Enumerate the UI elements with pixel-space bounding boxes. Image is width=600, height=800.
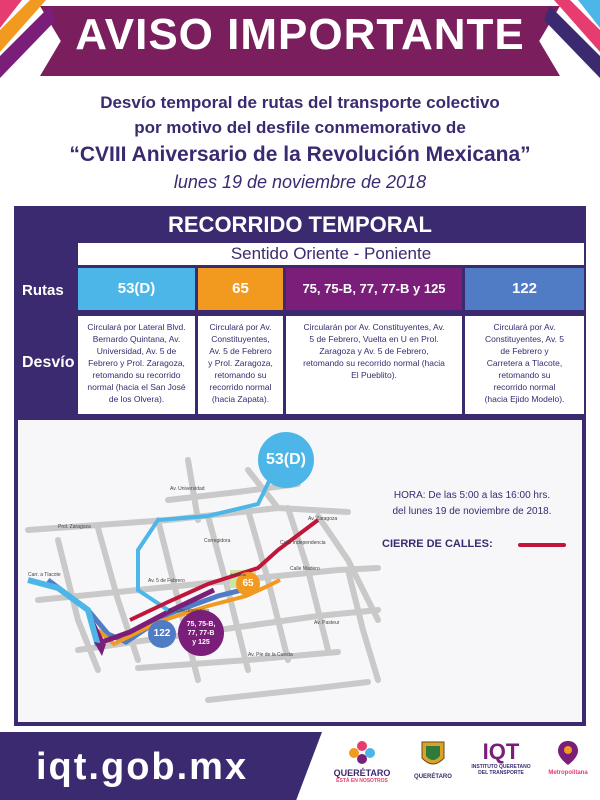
map-badge-65: 65 <box>236 572 260 596</box>
detour-text-line: de Febrero y <box>500 346 549 356</box>
detour-map <box>18 420 582 722</box>
map-badge-75-group <box>178 610 224 656</box>
street-label: Prol. Zaragoza <box>58 524 91 530</box>
detour-text-line: Zaragoza y Av. 5 de Febrero, <box>319 346 429 356</box>
street-label: Corregidora <box>204 538 231 544</box>
route-65-detour <box>198 316 283 414</box>
street-label: Calle Madero <box>290 566 320 572</box>
detour-text-line: (hacia Zapata). <box>211 394 270 404</box>
iqt-logo <box>466 740 536 776</box>
badge-line: 77, 77-B <box>187 630 215 637</box>
detour-text-line: (hacia Ejido Modelo). <box>484 394 565 404</box>
detour-text-line: recorrido normal <box>493 382 556 392</box>
subtitle-line-1: Desvío temporal de rutas del transporte colectivo <box>100 93 500 112</box>
route-122-header: 122 <box>465 268 584 310</box>
route-75-group-header: 75, 75-B, 77, 77-B y 125 <box>286 268 462 310</box>
event-date: lunes 19 de noviembre de 2018 <box>173 172 427 192</box>
logo-text: Metropolitana <box>548 770 588 776</box>
route-53d-detour <box>78 316 195 414</box>
routes-row-label: Rutas <box>22 282 64 299</box>
detour-text-line: Febrero y Prol. Zaragoza, <box>88 358 185 368</box>
detour-text-line: retomando su recorrido normal (hacia <box>303 358 445 368</box>
badge-line: y 125 <box>192 639 210 646</box>
closure-legend-line <box>518 543 566 547</box>
subtitle-line-2: por motivo del desfile conmemorativo de <box>134 118 466 137</box>
map-badge-122: 122 <box>148 620 176 648</box>
detour-text-line: Circulará por Av. <box>493 322 556 332</box>
street-label: Calle Independencia <box>280 540 326 546</box>
detour-text-line: El Pueblito). <box>351 370 397 380</box>
street-label: Av. Universidad <box>170 486 205 492</box>
logo-text: INSTITUTO QUERETANO <box>471 764 531 770</box>
queretaro-flower-icon <box>347 740 377 764</box>
detour-text-line: Constituyentes, Av. 5 <box>484 334 565 344</box>
schedule-line: HORA: De las 5:00 a las 16:00 hrs. <box>393 490 551 501</box>
detour-text-line: Universidad, Av. 5 de <box>96 346 177 356</box>
street-label: Alameda <box>230 572 246 577</box>
detour-text-line: retomando su <box>214 370 267 380</box>
detour-row-label: Desvío <box>22 354 75 371</box>
badge-line: 75, 75-B, <box>186 621 216 628</box>
page-title: AVISO IMPORTANTE <box>75 10 525 59</box>
municipio-logo <box>406 740 460 780</box>
street-label: Carr. a Tlacote <box>28 572 61 578</box>
detour-text-line: Bernardo Quintana, Av. <box>92 334 181 344</box>
event-name: “CVIII Aniversario de la Revolución Mexicana” <box>69 143 531 166</box>
detour-text-line: Constituyentes, <box>211 334 270 344</box>
route-75-group-detour <box>286 316 462 414</box>
detour-text-line: retomando su recorrido <box>92 370 181 380</box>
location-pin-icon <box>557 740 579 766</box>
route-65-header: 65 <box>198 268 283 310</box>
closure-legend-label: CIERRE DE CALLES: <box>382 538 493 550</box>
map-badge-53d: 53(D) <box>258 432 314 488</box>
street-label: Av. Pasteur <box>314 620 340 626</box>
metropolitana-logo <box>540 740 596 776</box>
route-53d-header: 53(D) <box>78 268 195 310</box>
detour-text-line: retomando su <box>498 370 551 380</box>
detour-text-line: normal (hacia el San José <box>87 382 186 392</box>
street-label: Av. Constituyentes <box>168 608 210 614</box>
direction-label: Sentido Oriente - Poniente <box>78 243 584 265</box>
detour-text-line: Circulará por Av. <box>209 322 272 332</box>
schedule-info <box>372 488 572 520</box>
logo-text: IQT <box>482 739 520 764</box>
logo-text: DEL TRANSPORTE <box>478 770 524 776</box>
street-label: Av. 5 de Febrero <box>148 578 185 584</box>
route-122-detour <box>465 316 584 414</box>
coat-of-arms-icon <box>420 740 446 770</box>
detour-text-line: y Prol. Zaragoza, <box>208 358 273 368</box>
detour-text-line: de los Olvera). <box>108 394 165 404</box>
logo-text: QUERÉTARO <box>414 774 452 780</box>
logo-text: QUERÉTARO <box>333 768 391 778</box>
queretaro-logo <box>326 740 398 784</box>
website-link[interactable]: iqt.gob.mx <box>36 746 249 788</box>
detour-text-line: Av. 5 de Febrero <box>209 346 272 356</box>
detour-text-line: recorrido normal <box>209 382 272 392</box>
detour-text-line: 5 de Febrero, Vuelta en U en Prol. <box>309 334 439 344</box>
street-label: Av. Pie de la Cuesta <box>248 652 293 658</box>
detour-text-line: Circulará por Lateral Blvd. <box>87 322 186 332</box>
logo-text: ESTÁ EN NOSOTROS <box>336 778 388 784</box>
section-title: RECORRIDO TEMPORAL <box>168 212 432 237</box>
street-label: Av. Zaragoza <box>308 516 338 522</box>
detour-text-line: Circularán por Av. Constituyentes, Av. <box>303 322 445 332</box>
detour-text-line: Carretera a Tlacote, <box>486 358 563 368</box>
schedule-line: del lunes 19 de noviembre de 2018. <box>392 506 552 517</box>
